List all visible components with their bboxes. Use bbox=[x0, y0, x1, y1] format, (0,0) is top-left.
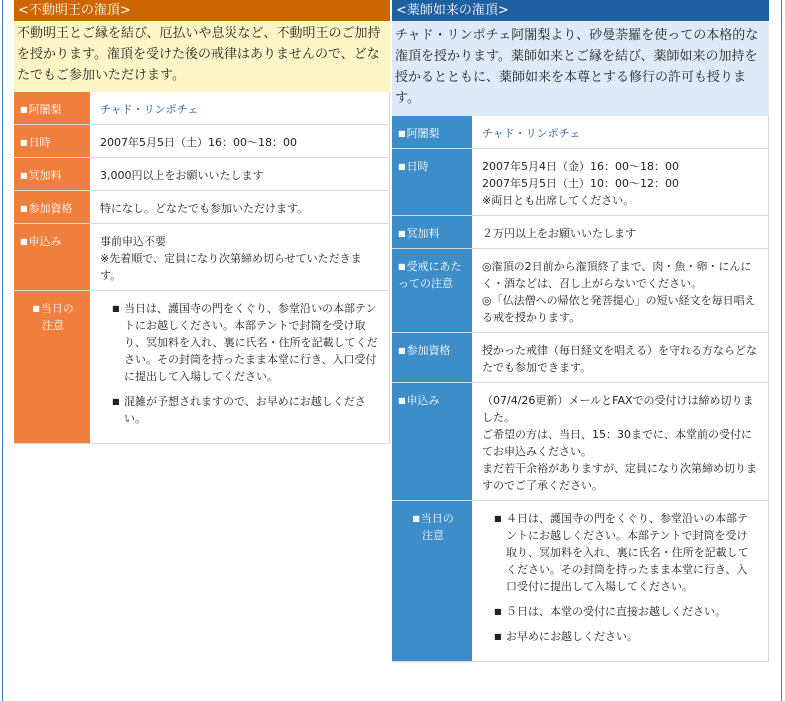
bullet-icon: ■ bbox=[32, 304, 40, 313]
bullet-icon: ■ bbox=[20, 105, 28, 114]
row-label: ■日時 bbox=[14, 125, 90, 158]
row-value bbox=[90, 224, 390, 291]
value-line: 授かった戒律（毎日経文を唱える）を守れる方ならどなたでも参加できます。 bbox=[482, 344, 757, 374]
info-row bbox=[14, 224, 390, 291]
bullet-icon: ■ bbox=[20, 138, 28, 147]
bullet-icon: ■ bbox=[494, 514, 502, 523]
section-header: <薬師如来の潅頂> bbox=[392, 0, 769, 21]
row-value bbox=[472, 249, 769, 333]
row-value bbox=[90, 125, 390, 158]
left-border bbox=[2, 0, 3, 701]
note-item: ■ ５日は、本堂の受付に直接お越しください。 bbox=[494, 605, 726, 618]
info-row bbox=[392, 116, 769, 149]
row-value bbox=[90, 291, 390, 444]
row-label: ■申込み bbox=[14, 224, 90, 291]
value-line: 2007年5月5日（土）16：00〜18：00 bbox=[100, 136, 297, 149]
bullet-icon: ■ bbox=[398, 396, 406, 405]
value-line: ※両日とも出席してください。 bbox=[482, 194, 635, 207]
row-value bbox=[472, 216, 769, 249]
bullet-icon: ■ bbox=[20, 204, 28, 213]
fudo-myoo-section bbox=[14, 0, 390, 444]
note-item: ■ 混雑が予想されますので、お早めにお越しください。 bbox=[112, 395, 366, 425]
row-value bbox=[90, 92, 390, 125]
info-table bbox=[392, 116, 769, 662]
info-row bbox=[14, 158, 390, 191]
value-line: 事前申込不要 bbox=[100, 235, 166, 248]
info-row bbox=[392, 149, 769, 216]
right-border bbox=[781, 0, 782, 701]
value-line: まだ若干余裕がありますが、定員になり次第締め切りますのでご了承ください。 bbox=[482, 462, 757, 492]
info-row bbox=[14, 191, 390, 224]
notes-row bbox=[14, 291, 390, 444]
row-value bbox=[472, 383, 769, 501]
row-value bbox=[472, 116, 769, 149]
info-row bbox=[14, 92, 390, 125]
notes-list bbox=[100, 300, 379, 427]
bullet-icon: ■ bbox=[398, 129, 406, 138]
row-label: ■阿闍梨 bbox=[392, 116, 472, 149]
bullet-icon: ■ bbox=[494, 607, 502, 616]
row-label: ■冥加料 bbox=[14, 158, 90, 191]
bullet-icon: ■ bbox=[494, 632, 502, 641]
row-label: ■当日の 注意 bbox=[392, 501, 472, 662]
info-table bbox=[14, 92, 390, 444]
row-value bbox=[90, 191, 390, 224]
row-label: ■受戒にあたっての注意 bbox=[392, 249, 472, 333]
info-row bbox=[392, 333, 769, 383]
note-item: ■ 当日は、護国寺の門をくぐり、参堂沿いの本部テントにお越しください。本部テントで封筒を受け取り、冥加料を入れ、裏に氏名・住所を記載してください。その封筒を持ったまま本堂に行き、入口受付に提出して入場してください。 bbox=[112, 302, 378, 383]
value-line: ご希望の方は、当日、15：30までに、本堂前の受付にてお申込みください。 bbox=[482, 428, 752, 458]
value-line: ２万円以上をお願いいたします bbox=[482, 227, 636, 240]
value-line: ※先着順で、定員になり次第締め切らせていただきます。 bbox=[100, 252, 362, 282]
row-label: ■阿闍梨 bbox=[14, 92, 90, 125]
value-line: 2007年5月4日（金）16：00〜18：00 bbox=[482, 160, 679, 173]
note-item: ■ お早めにお越しください。 bbox=[494, 630, 638, 643]
section-header: <不動明王の潅頂> bbox=[14, 0, 390, 21]
ajari-name-link[interactable]: チャド・リンポチェ bbox=[482, 127, 581, 140]
bullet-icon: ■ bbox=[112, 304, 120, 313]
info-row bbox=[392, 249, 769, 333]
bullet-icon: ■ bbox=[398, 229, 406, 238]
value-line: （07/4/26更新）メールとFAXでの受付けは締め切りました。 bbox=[482, 394, 754, 424]
value-line: 3,000円以上をお願いいたします bbox=[100, 169, 264, 182]
section-intro: 不動明王とご縁を結び、厄払いや息災など、不動明王のご加持を授かります。潅頂を受けた後の戒律はありませんので、どなたでもご参加いただけます。 bbox=[14, 21, 390, 92]
value-line: ◎潅頂の2日前から潅頂終了まで、肉・魚・卵・にんにく・酒などは、召し上がらないでください。 bbox=[482, 260, 752, 290]
info-row bbox=[392, 383, 769, 501]
bullet-icon: ■ bbox=[20, 237, 28, 246]
value-line: 特になし。どなたでも参加いただけます。 bbox=[100, 202, 309, 215]
note-item: ■ ４日は、護国寺の門をくぐり、参堂沿いの本部テントにお越しください。本部テントで封筒を受け取り、冥加料を入れ、裏に氏名・住所を記載してください。その封筒を持ったまま本堂に行き、入口受付に提出して入場してください。 bbox=[494, 512, 749, 593]
row-value bbox=[472, 333, 769, 383]
row-label: ■日時 bbox=[392, 149, 472, 216]
row-value bbox=[90, 158, 390, 191]
row-label: ■申込み bbox=[392, 383, 472, 501]
bullet-icon: ■ bbox=[398, 162, 406, 171]
row-value bbox=[472, 149, 769, 216]
notes-list bbox=[482, 510, 758, 645]
section-intro: チャド・リンポチェ阿闍梨より、砂曼荼羅を使っての本格的な潅頂を授かります。薬師如来とご縁を結び、薬師如来の加持を授かるとともに、薬師如来を本尊とする修行の許可も授ります。 bbox=[392, 21, 769, 116]
row-label: ■当日の 注意 bbox=[14, 291, 90, 444]
value-line: 2007年5月5日（土）10：00〜12：00 bbox=[482, 177, 679, 190]
row-value bbox=[472, 501, 769, 662]
row-label: ■参加資格 bbox=[392, 333, 472, 383]
ajari-name-link[interactable]: チャド・リンポチェ bbox=[100, 103, 199, 116]
bullet-icon: ■ bbox=[398, 262, 406, 271]
bullet-icon: ■ bbox=[412, 514, 420, 523]
value-line: ◎「仏法僧への帰依と発菩提心」の短い経文を毎日唱える戒を授かります。 bbox=[482, 294, 756, 324]
bullet-icon: ■ bbox=[20, 171, 28, 180]
row-label: ■冥加料 bbox=[392, 216, 472, 249]
info-row bbox=[14, 125, 390, 158]
yakushi-nyorai-section bbox=[392, 0, 769, 662]
bullet-icon: ■ bbox=[112, 397, 120, 406]
info-row bbox=[392, 216, 769, 249]
bullet-icon: ■ bbox=[398, 346, 406, 355]
row-label: ■参加資格 bbox=[14, 191, 90, 224]
notes-row bbox=[392, 501, 769, 662]
